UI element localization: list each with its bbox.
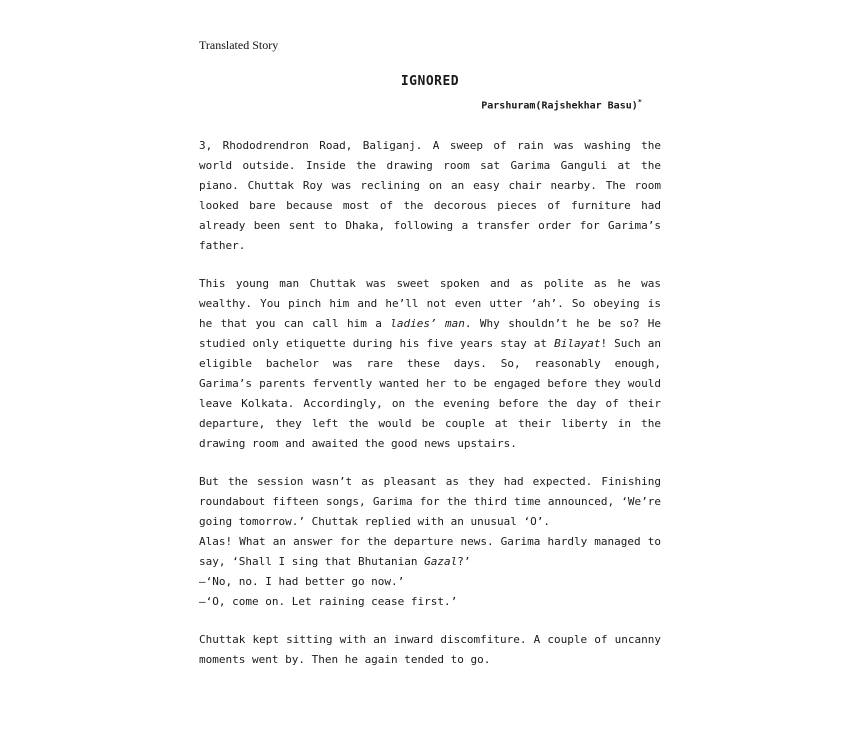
paragraph-2-text-c: ! Such an eligible bachelor was rare these days. So, reasonably enough, Garima’s parents fervently wanted her to be engaged before they would leave Kolkata. Accordingly, on the evening before the day of their departure, they left the would be couple at their liberty in the drawing room and awaited the good news upstairs.: [199, 337, 662, 450]
paragraph-4-text-a: Alas! What an answer for the departure news. Garima hardly managed to say, ‘Shall I sing that Bhutanian: [199, 535, 661, 568]
footnote-mark: *: [637, 98, 642, 106]
italic-gazal: Gazal: [424, 555, 458, 568]
author-name: Parshuram(Rajshekhar Basu): [481, 100, 638, 112]
paragraph-4: [199, 532, 661, 572]
paragraph-3: But the session wasn’t as pleasant as they had expected. Finishing roundabout fifteen songs, Garima for the third time announced, ‘We’re going tomorrow.’ Chuttak replied with an unusual ‘O’.: [199, 475, 661, 528]
dialogue-line-2: —‘O, come on. Let raining cease first.’: [199, 595, 458, 608]
paragraph-2-text-a: This young man Chuttak was sweet spoken and as polite as he was wealthy. You pinch him and he’ll not even utter ‘ah’. So obeying is he that you can call him a: [199, 277, 661, 330]
story-title: IGNORED: [400, 74, 460, 89]
italic-bilayat: Bilayat: [554, 337, 601, 350]
section-label: Translated Story: [199, 38, 279, 52]
author-line: [481, 98, 642, 111]
story-body: [199, 136, 661, 688]
paragraph-2: [199, 274, 661, 454]
dialogue-line-1: —‘No, no. I had better go now.’: [199, 575, 405, 588]
italic-ladies-man: ladies’ man: [390, 317, 465, 330]
paragraph-7: Chuttak kept sitting with an inward discomfiture. A couple of uncanny moments went by. Then he again tended to go.: [199, 633, 661, 666]
paragraph-4-text-b: ?’: [457, 555, 471, 568]
paragraph-2-text-b: . Why shouldn’t he be so? He studied only etiquette during his five years stay at: [199, 317, 662, 350]
paragraph-1: 3, Rhododrendron Road, Baliganj. A sweep of rain was washing the world outside. Inside the drawing room sat Garima Ganguli at the piano. Chuttak Roy was reclining on an easy chair nearby. The room looked bare because most of the decorous pieces of furniture had already been sent to Dhaka, following a transfer order for Garima’s father.: [199, 139, 661, 252]
